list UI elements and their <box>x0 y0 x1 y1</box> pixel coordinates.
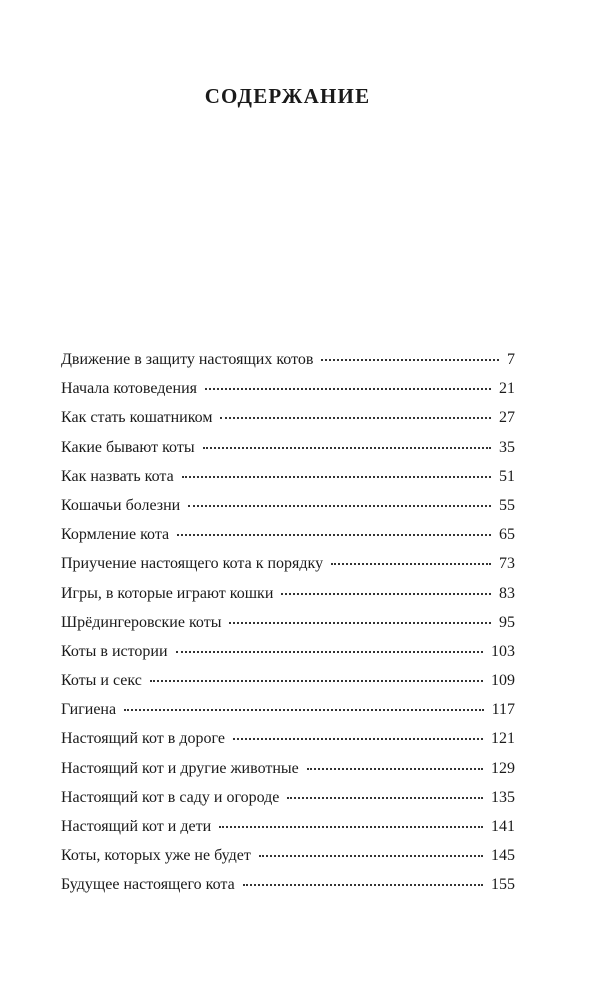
toc-entry-page-number: 27 <box>499 409 515 427</box>
toc-entry-title: Кошачьи болезни <box>61 496 181 514</box>
toc-entry-title: Коты, которых уже не будет <box>61 847 251 865</box>
toc-entry-title: Шрёдингеровские коты <box>61 613 222 631</box>
toc-entry-title: Движение в защиту настоящих котов <box>61 351 314 368</box>
dot-leader <box>203 446 491 449</box>
toc-entry-title: Какие бывают коты <box>61 438 195 456</box>
toc-entry <box>61 462 515 491</box>
dot-leader <box>176 650 483 653</box>
table-of-contents <box>61 345 515 900</box>
toc-entry <box>61 491 515 520</box>
toc-entry-title: Настоящий кот и другие животные <box>61 759 299 777</box>
dot-leader <box>219 825 483 828</box>
toc-entry <box>61 549 515 578</box>
toc-entry <box>61 783 515 812</box>
toc-entry-title: Коты и секс <box>61 672 142 690</box>
toc-entry-title: Приучение настоящего кота к порядку <box>61 555 324 573</box>
toc-entry-page-number: 21 <box>499 380 515 398</box>
toc-entry <box>61 724 515 753</box>
toc-entry-page-number: 103 <box>491 642 515 660</box>
toc-entry-title: Настоящий кот в дороге <box>61 730 225 748</box>
toc-entry <box>61 841 515 870</box>
toc-entry-page-number: 145 <box>491 847 515 865</box>
toc-entry-title: Начала котоведения <box>61 380 197 398</box>
toc-entry-page-number: 7 <box>507 351 515 368</box>
toc-entry <box>61 754 515 783</box>
dot-leader <box>182 475 491 478</box>
toc-entry <box>61 520 515 549</box>
toc-entry <box>61 579 515 608</box>
toc-entry-page-number: 155 <box>491 876 515 894</box>
toc-entry-title: Как назвать кота <box>61 467 174 485</box>
toc-entry-page-number: 141 <box>491 818 515 835</box>
toc-entry-title: Игры, в которые играют кошки <box>61 584 274 602</box>
dot-leader <box>287 796 483 799</box>
dot-leader <box>220 416 491 419</box>
toc-entry-title: Будущее настоящего кота <box>61 876 235 894</box>
toc-entry-page-number: 129 <box>491 759 515 777</box>
toc-entry <box>61 403 515 432</box>
dot-leader <box>259 854 483 857</box>
page-title: СОДЕРЖАНИЕ <box>204 84 371 108</box>
toc-entry-page-number: 51 <box>499 467 515 485</box>
dot-leader <box>124 708 484 711</box>
dot-leader <box>243 883 483 886</box>
toc-entry <box>61 433 515 462</box>
toc-entry-title: Настоящий кот и дети <box>61 818 212 835</box>
toc-entry-title: Гигиена <box>61 701 117 719</box>
toc-entry <box>61 637 515 666</box>
toc-entry <box>61 374 515 403</box>
toc-entry <box>61 870 515 899</box>
toc-entry <box>61 608 515 637</box>
dot-leader <box>177 533 491 536</box>
toc-entry <box>61 695 515 724</box>
toc-entry-title: Настоящий кот в саду и огороде <box>61 788 280 806</box>
toc-entry-title: Коты в истории <box>61 642 168 660</box>
dot-leader <box>205 387 491 390</box>
toc-entry-page-number: 95 <box>499 613 515 631</box>
toc-entry-page-number: 73 <box>499 555 515 573</box>
toc-entry-page-number: 121 <box>491 730 515 748</box>
dot-leader <box>331 562 491 565</box>
toc-entry-title: Кормление кота <box>61 526 170 544</box>
toc-entry-title: Как стать кошатником <box>61 409 213 427</box>
toc-entry <box>61 812 515 841</box>
dot-leader <box>321 358 499 361</box>
dot-leader <box>150 679 483 682</box>
toc-entry-page-number: 117 <box>491 701 515 719</box>
toc-entry-page-number: 83 <box>499 584 515 602</box>
toc-entry-page-number: 135 <box>491 788 515 806</box>
toc-entry <box>61 666 515 695</box>
dot-leader <box>229 621 491 624</box>
toc-entry <box>61 345 515 374</box>
dot-leader <box>307 767 483 770</box>
toc-entry-page-number: 65 <box>499 526 515 544</box>
dot-leader <box>188 504 491 507</box>
dot-leader <box>281 592 491 595</box>
toc-entry-page-number: 109 <box>491 672 515 690</box>
toc-entry-page-number: 35 <box>499 438 515 456</box>
toc-entry-page-number: 55 <box>499 496 515 514</box>
dot-leader <box>233 737 483 740</box>
